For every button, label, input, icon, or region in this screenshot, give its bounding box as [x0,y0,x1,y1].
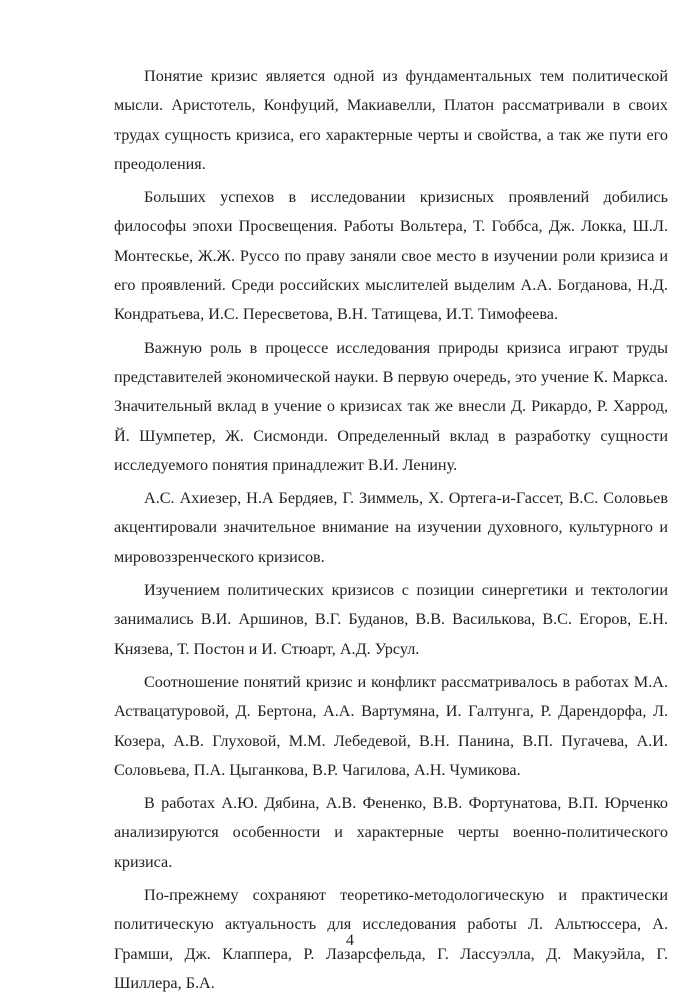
paragraph-crisis-conflict: Соотношение понятий кризис и конфликт рассматривалось в работах М.А. Аствацатуровой, Д. Бертона, А.А. Вартумяна, И. Галтунга, Р. Дарендорфа, Л. Козера, А.В. Глуховой, М.М. Лебедевой, В.Н. Панина, В.П. Пугачева, А.И. Соловьева, П.А. Цыганкова, В.Р. Чагилова, А.Н. Чумикова. [114,672,668,779]
paragraph-crisis-concept: Понятие кризис является одной из фундаментальных тем политической мысли. Аристотель, Конфуций, Макиавелли, Платон рассматривали в своих трудах сущность кризиса, его характерные черты и свойства, а так же пути его преодоления. [114,67,668,173]
paragraph-enlightenment: Больших успехов в исследовании кризисных проявлений добились философы эпохи Просвещения. Работы Вольтера, Т. Гоббса, Дж. Локка, Ш.Л. Монтескье, Ж.Ж. Руссо по праву заняли свое место в изучении роли кризиса и его проявлений. Среди российских мыслителей выделим А.А. Богданова, Н.Д. Кондратьева, И.С. Пересветова, В.Н. Татищева, И.Т. Тимофеева. [114,188,668,324]
paragraph-synergetics: Изучением политических кризисов с позиции синергетики и тектологии занимались В.И. Аршинов, В.Г. Буданов, В.В. Василькова, В.С. Егоров, Е.Н. Князева, Т. Постон и И. Стюарт, А.Д. Урсул. [114,581,668,658]
paragraph-theoretical-relevance: По-прежнему сохраняют теоретико-методологическую и практически политическую актуальность для исследования работы Л. Альтюссера, А. Грамши, Дж. Клаппера, Р. Лазарсфельда, Г. Лассуэлла, Д. Макуэйла, Г. Шиллера, Б.А. [114,886,668,992]
body-text [114,62,668,1002]
paragraph-spiritual-crisis: А.С. Ахиезер, Н.А Бердяев, Г. Зиммель, Х. Ортега-и-Гассет, В.С. Соловьев акцентировали значительное внимание на изучении духовного, культурного и мировоззренческого кризисов. [114,489,668,566]
page-number: 4 [346,932,354,949]
paragraph-economic-science: Важную роль в процессе исследования природы кризиса играют труды представителей экономической науки. В первую очередь, это учение К. Маркса. Значительный вклад в учение о кризисах так же внесли Д. Рикардо, Р. Харрод, Й. Шумпетер, Ж. Сисмонди. Определенный вклад в разработку сущности исследуемого понятия принадлежит В.И. Ленину. [114,338,668,474]
paragraph-military-political: В работах А.Ю. Дябина, А.В. Фененко, В.В. Фортунатова, В.П. Юрченко анализируются особенности и характерные черты военно-политического кризиса. [114,794,668,871]
